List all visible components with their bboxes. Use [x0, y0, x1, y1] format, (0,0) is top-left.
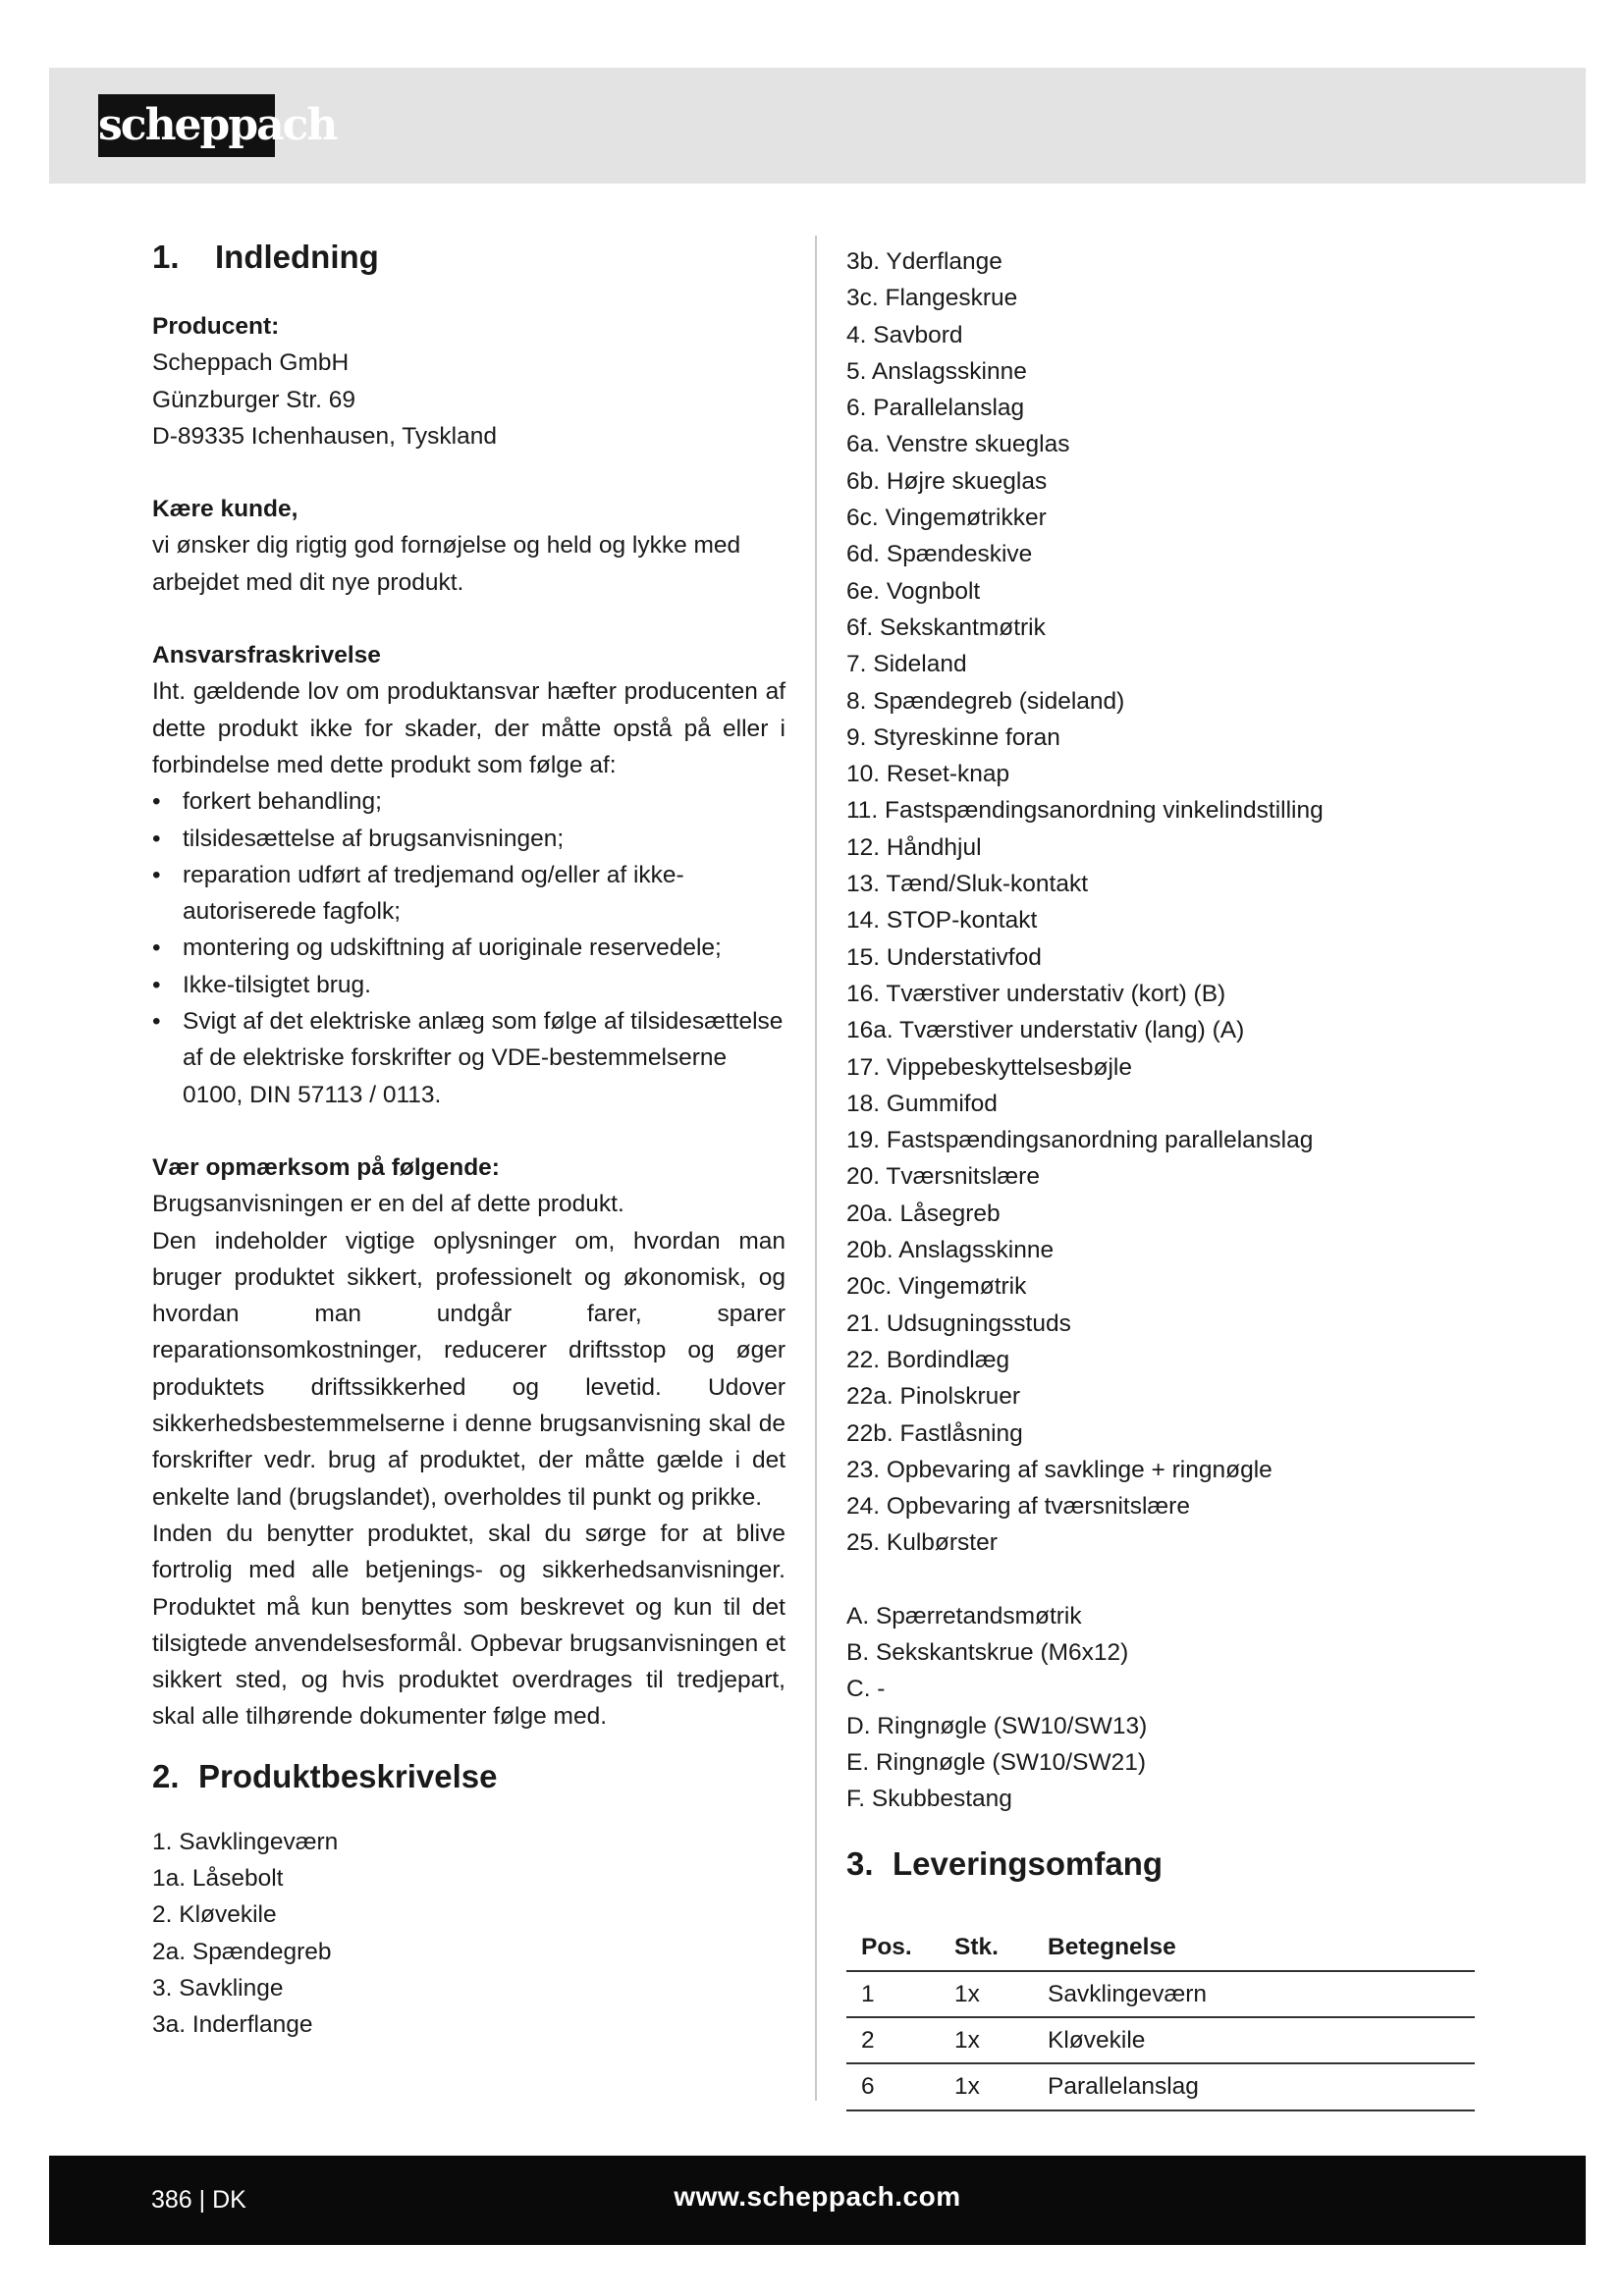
list-item: 23. Opbevaring af savklinge + ringnøgle — [846, 1456, 1272, 1483]
list-item: 3a. Inderflange — [152, 2011, 313, 2039]
list-item: 20. Tværsnitslære — [846, 1163, 1040, 1191]
parts-list-left — [152, 1824, 785, 2044]
footer-band — [49, 2156, 1586, 2245]
greeting-text: vi ønsker dig rigtig god fornøjelse og held og lykke med arbejdet med dit nye produkt. — [152, 532, 741, 596]
list-item: 6e. Vognbolt — [846, 577, 981, 605]
manufacturer-address: Scheppach GmbH Günzburger Str. 69 D-89335 Ichenhausen, Tyskland — [152, 349, 497, 450]
list-item: 20a. Låsegreb — [846, 1200, 1001, 1227]
list-item: F. Skubbestang — [846, 1786, 1012, 1813]
list-item: 13. Tænd/Sluk-kontakt — [846, 871, 1089, 898]
column-divider — [815, 236, 817, 2101]
disclaimer-list — [152, 783, 785, 1113]
list-item: 15. Understativfod — [846, 943, 1042, 971]
column-header: Betegnelse — [1033, 1925, 1475, 1970]
list-item: 6a. Venstre skueglas — [846, 431, 1070, 458]
table-cell: 1 — [846, 1971, 940, 2017]
list-item: 19. Fastspændingsanordning parallelanslag — [846, 1127, 1314, 1154]
list-item: 22b. Fastlåsning — [846, 1419, 1023, 1447]
attention-paragraph: Inden du benytter produktet, skal du sørge for at blive fortrolig med alle betjenings- og sikkerhedsanvisninger. Produktet må kun benyttes som beskrevet og kun til det tilsigtede anvendelsesformål. Opbevar brugsanvisningen et sikkert sted, og hvis produktet overdrages til tredjepart, skal alle tilhørende dokumenter følge med. — [152, 1520, 785, 1731]
disclaimer-text: Iht. gældende lov om produktansvar hæfter producenten af dette produkt ikke for skader, der måtte opstå på eller i forbindelse med dette produkt som følge af: — [152, 678, 785, 778]
list-item: 16. Tværstiver understativ (kort) (B) — [846, 980, 1226, 1007]
table-row — [846, 2017, 1475, 2063]
disclaimer-heading: Ansvarsfraskrivelse — [152, 642, 381, 669]
list-item: 6c. Vingemøtrikker — [846, 505, 1047, 532]
list-item: 6f. Sekskantmøtrik — [846, 614, 1046, 641]
list-item: 1a. Låsebolt — [152, 1864, 284, 1892]
table-cell: 1x — [940, 1971, 1033, 2017]
list-item: 5. Anslagsskinne — [846, 357, 1027, 385]
list-item: 3c. Flangeskrue — [846, 285, 1018, 312]
list-item: 24. Opbevaring af tværsnitslære — [846, 1493, 1190, 1521]
header-band — [49, 68, 1586, 184]
list-item: 20b. Anslagsskinne — [846, 1237, 1055, 1264]
list-item: 3. Savklinge — [152, 1974, 284, 2002]
list-item: 11. Fastspændingsanordning vinkelindstilling — [846, 797, 1324, 825]
scheppach-logo: scheppach — [98, 94, 275, 157]
list-item: • forkert behandling; — [152, 783, 785, 820]
list-item: 4. Savbord — [846, 321, 963, 348]
attention-paragraph: Den indeholder vigtige oplysninger om, hvordan man bruger produktet sikkert, professionelt og økonomisk, og hvordan man undgår farer, sparer reparationsomkostninger, reducerer driftsstop og øger produktets driftssikkerhed og levetid. Udover sikkerhedsbestemmelserne i denne brugsanvisning skal de forskrifter vedr. brug af produktet, der måtte gælde i det enkelte land (brugslandet), overholdes til punkt og prikke. — [152, 1227, 785, 1511]
scope-table — [846, 1925, 1475, 2110]
list-item: 21. Udsugningsstuds — [846, 1309, 1071, 1337]
list-item: • tilsidesættelse af brugsanvisningen; — [152, 821, 785, 857]
list-item: 6b. Højre skueglas — [846, 467, 1048, 495]
list-item: 2a. Spændegreb — [152, 1938, 332, 1965]
section-heading-description: 2. Produktbeskrivelse — [152, 1757, 498, 1794]
list-item: 9. Styreskinne foran — [846, 723, 1060, 751]
list-item: • reparation udført af tredjemand og/eller af ikke-autoriserede fagfolk; — [152, 857, 785, 931]
list-item: 12. Håndhjul — [846, 833, 982, 861]
list-item: 7. Sideland — [846, 651, 967, 678]
list-item: 17. Vippebeskyttelsesbøjle — [846, 1053, 1132, 1081]
column-header: Pos. — [846, 1925, 940, 1970]
list-item: A. Spærretandsmøtrik — [846, 1602, 1082, 1629]
table-header-row — [846, 1925, 1475, 1970]
list-item: 1. Savklingeværn — [152, 1828, 339, 1855]
page-number: 386 | DK — [151, 2186, 246, 2214]
table-cell: 1x — [940, 2017, 1033, 2063]
list-item: 2. Kløvekile — [152, 1901, 277, 1929]
list-item: E. Ringnøgle (SW10/SW21) — [846, 1748, 1146, 1776]
manufacturer-label: Producent: — [152, 313, 280, 340]
list-item: 14. STOP-kontakt — [846, 907, 1038, 934]
table-row — [846, 1971, 1475, 2017]
table-cell: Kløvekile — [1033, 2017, 1475, 2063]
list-item: 3b. Yderflange — [846, 248, 1002, 275]
table-cell: 2 — [846, 2017, 940, 2063]
left-column — [152, 236, 785, 2043]
table-cell: 1x — [940, 2063, 1033, 2109]
list-item: 20c. Vingemøtrik — [846, 1273, 1027, 1301]
list-item: D. Ringnøgle (SW10/SW13) — [846, 1712, 1148, 1739]
list-item: 6d. Spændeskive — [846, 541, 1033, 568]
attention-heading: Vær opmærksom på følgende: — [152, 1153, 500, 1181]
parts-list-right — [846, 243, 1494, 1562]
table-cell: 6 — [846, 2063, 940, 2109]
right-column — [846, 243, 1494, 2111]
list-item: C. - — [846, 1676, 886, 1703]
list-item: B. Sekskantskrue (M6x12) — [846, 1638, 1129, 1666]
section-heading-intro: 1. Indledning — [152, 239, 379, 275]
list-item: 22. Bordindlæg — [846, 1346, 1010, 1373]
list-item: 18. Gummifod — [846, 1090, 998, 1117]
attention-paragraph: Brugsanvisningen er en del af dette produkt. — [152, 1191, 624, 1218]
list-item: • Svigt af det elektriske anlæg som følge af tilsidesættelse af de elektriske forskrifter og VDE-bestemmelserne 0100, DIN 57113 / 0113. — [152, 1003, 785, 1113]
list-item: 16a. Tværstiver understativ (lang) (A) — [846, 1017, 1245, 1044]
list-item: • montering og udskiftning af uoriginale reservedele; — [152, 930, 785, 966]
list-item: • Ikke-tilsigtet brug. — [152, 967, 785, 1003]
accessories-list — [846, 1598, 1494, 1818]
table-row — [846, 2063, 1475, 2109]
table-cell: Savklingeværn — [1033, 1971, 1475, 2017]
table-cell: Parallelanslag — [1033, 2063, 1475, 2109]
website-link[interactable]: www.scheppach.com — [674, 2181, 961, 2212]
section-heading-scope: 3. Leveringsomfang — [846, 1845, 1164, 1883]
list-item: 22a. Pinolskruer — [846, 1383, 1021, 1411]
list-item: 10. Reset-knap — [846, 761, 1010, 788]
list-item: 25. Kulbørster — [846, 1529, 998, 1557]
greeting: Kære kunde, — [152, 496, 298, 523]
list-item: 8. Spændegreb (sideland) — [846, 687, 1125, 715]
column-header: Stk. — [940, 1925, 1033, 1970]
list-item: 6. Parallelanslag — [846, 395, 1025, 422]
